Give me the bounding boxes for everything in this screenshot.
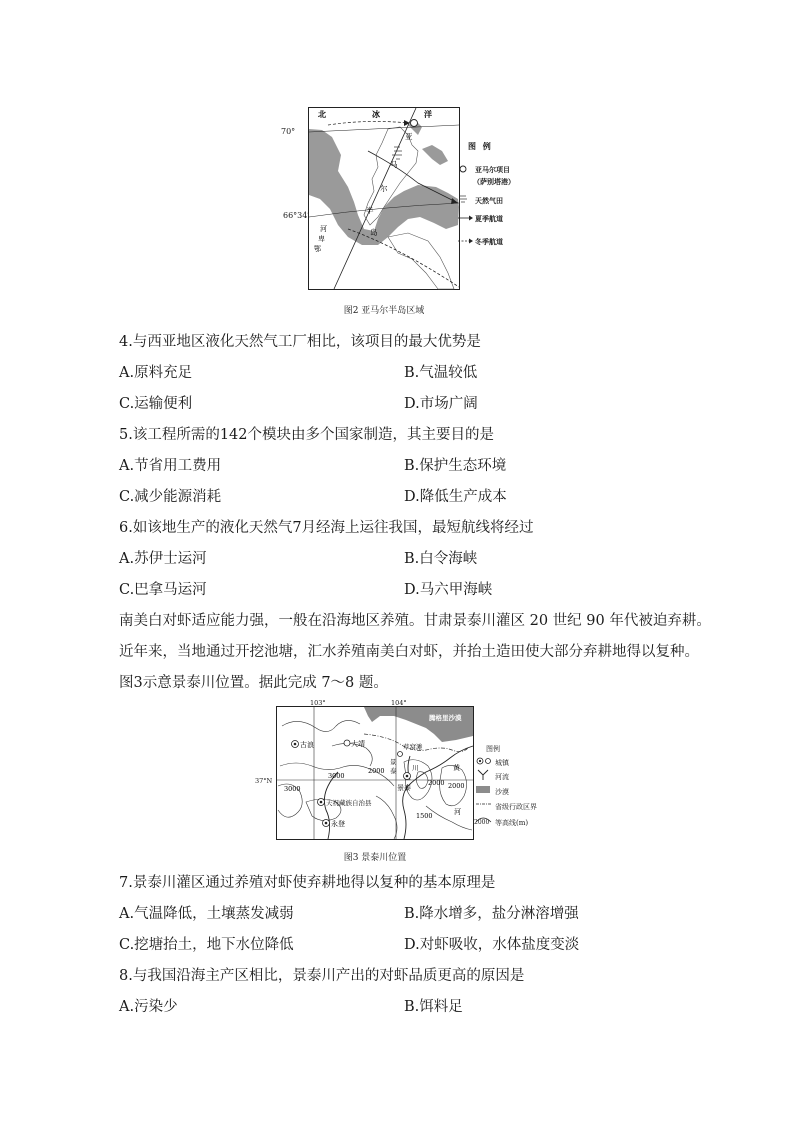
label-ma: 马 bbox=[390, 160, 398, 169]
q8-option-a[interactable]: A.污染少 bbox=[119, 999, 178, 1015]
yamal-peninsula-map bbox=[308, 107, 460, 290]
town-caowotan bbox=[398, 752, 403, 757]
legend-contour: 等高线(m) bbox=[495, 819, 529, 827]
label-lat37: 37°N bbox=[255, 777, 273, 785]
label-jing: 景 bbox=[390, 758, 397, 766]
legend-port: （萨别塔港） bbox=[473, 177, 515, 186]
label-desert: 腾格里沙漠 bbox=[429, 714, 462, 722]
q4-option-b[interactable]: B.气温较低 bbox=[404, 365, 478, 381]
label-lon103: 103° bbox=[310, 699, 326, 707]
legend-gas-field: 天然气田 bbox=[475, 196, 503, 205]
label-tai: 泰 bbox=[390, 767, 397, 775]
q4-option-c[interactable]: C.运输便利 bbox=[119, 396, 193, 412]
figure3-caption: 图3 景泰川位置 bbox=[343, 853, 407, 863]
jingtaichuan-location-map bbox=[276, 706, 474, 840]
town-jingtai bbox=[404, 773, 411, 780]
q7-option-d[interactable]: D.对虾吸收，水体盐度变淡 bbox=[404, 937, 580, 953]
label-contour-1500: 1500 bbox=[416, 812, 433, 820]
town-symbol-icon bbox=[477, 758, 491, 764]
label-contour-2000b: 2000 bbox=[428, 779, 445, 787]
label-dao: 岛 bbox=[370, 228, 378, 237]
question-4-stem: 4.与西亚地区液化天然气工厂相比，该项目的最大优势是 bbox=[119, 334, 481, 350]
q5-option-b[interactable]: B.保护生态环境 bbox=[404, 458, 507, 474]
q5-option-d[interactable]: D.降低生产成本 bbox=[404, 489, 507, 505]
label-north: 北 bbox=[318, 109, 326, 119]
label-ocean: 洋 bbox=[424, 109, 432, 119]
passage-line-2: 近年来，当地通过开挖池塘，汇水养殖南美白对虾，并抬土造田使大部分弃耕地得以复种。 bbox=[119, 644, 699, 660]
legend-desert: 沙漠 bbox=[495, 788, 509, 796]
river-symbol-icon bbox=[478, 770, 488, 780]
label-lon104: 104° bbox=[391, 699, 407, 707]
q7-option-c[interactable]: C.挖塘抬土，地下水位降低 bbox=[119, 937, 294, 953]
q6-option-b[interactable]: B.白令海峡 bbox=[404, 551, 478, 567]
q7-option-a[interactable]: A.气温降低，土壤蒸发减弱 bbox=[119, 906, 294, 922]
label-caowotan: 草窝滩 bbox=[403, 743, 423, 751]
question-5-stem: 5.该工程所需的142个模块由多个国家制造，其主要目的是 bbox=[119, 427, 495, 443]
q6-option-a[interactable]: A.苏伊士运河 bbox=[119, 551, 207, 567]
town-gulang bbox=[292, 741, 299, 748]
passage-line-3: 图3示意景泰川位置。据此完成 7～8 题。 bbox=[119, 675, 388, 691]
legend-project: 亚马尔项目 bbox=[475, 165, 510, 174]
town-daqing bbox=[344, 740, 350, 746]
question-8-stem: 8.与我国沿海主产区相比，景泰川产出的对虾品质更高的原因是 bbox=[119, 968, 525, 984]
q4-option-a[interactable]: A.原料充足 bbox=[119, 365, 193, 381]
q6-option-c[interactable]: C.巴拿马运河 bbox=[119, 582, 207, 598]
q5-option-c[interactable]: C.减少能源消耗 bbox=[119, 489, 222, 505]
label-gulang: 古浪 bbox=[300, 741, 314, 749]
legend-town: 城镇 bbox=[495, 759, 509, 767]
figure2-caption: 图2 亚马尔半岛区域 bbox=[343, 306, 425, 316]
desert-swatch-icon bbox=[476, 786, 490, 793]
town-tianzhu bbox=[318, 799, 325, 806]
label-e: 鄂 bbox=[314, 245, 321, 253]
label-contour-3000b: 3000 bbox=[284, 785, 301, 793]
passage-line-1: 南美白对虾适应能力强，一般在沿海地区养殖。甘肃景泰川灌区 20 世纪 90 年代被迫弃耕。 bbox=[119, 613, 711, 629]
label-ya: 亚 bbox=[405, 132, 413, 141]
question-7-stem: 7.景泰川灌区通过养殖对虾使弃耕地得以复种的基本原理是 bbox=[119, 875, 496, 891]
solid-arrow-icon bbox=[458, 216, 473, 221]
label-tianzhu: 天祝藏族自治县 bbox=[326, 799, 372, 807]
label-ban: 半 bbox=[366, 206, 374, 215]
sabetta-port-marker bbox=[411, 120, 418, 127]
legend-contour-value: 2000 bbox=[474, 819, 490, 826]
figure2-legend-title: 图 例 bbox=[468, 141, 493, 151]
label-he: 河 bbox=[320, 225, 327, 233]
circle-marker-icon bbox=[460, 166, 466, 172]
label-jingtai: 景泰 bbox=[397, 784, 411, 792]
figure3-legend-title: 图例 bbox=[486, 745, 500, 753]
label-lat6634: 66°34′ bbox=[283, 211, 310, 220]
question-6-stem: 6.如该地生产的液化天然气7月经海上运往我国，最短航线将经过 bbox=[119, 520, 534, 536]
label-chuan: 川 bbox=[412, 764, 419, 772]
gas-field-legend-icon bbox=[459, 196, 467, 202]
q8-option-b[interactable]: B.饵料足 bbox=[404, 999, 463, 1015]
q5-option-a[interactable]: A.节省用工费用 bbox=[119, 458, 222, 474]
legend-river: 河流 bbox=[495, 773, 509, 781]
legend-boundary: 省级行政区界 bbox=[495, 803, 537, 811]
label-daqing: 大靖 bbox=[351, 740, 365, 748]
label-bei: 卑 bbox=[318, 235, 325, 243]
label-contour-2000a: 2000 bbox=[368, 767, 385, 775]
label-lat70: 70° bbox=[281, 127, 296, 136]
legend-winter-route: 冬季航道 bbox=[475, 237, 503, 246]
label-he3: 河 bbox=[454, 808, 461, 816]
town-yongdeng bbox=[323, 820, 330, 827]
q7-option-b[interactable]: B.降水增多，盐分淋溶增强 bbox=[404, 906, 579, 922]
label-contour-3000a: 3000 bbox=[328, 772, 345, 780]
q6-option-d[interactable]: D.马六甲海峡 bbox=[404, 582, 493, 598]
dashed-arrow-icon bbox=[458, 239, 473, 244]
label-huang: 黄 bbox=[453, 764, 460, 772]
label-yongdeng: 永登 bbox=[331, 820, 345, 828]
label-ice: 冰 bbox=[372, 109, 380, 119]
q4-option-d[interactable]: D.市场广阔 bbox=[404, 396, 478, 412]
legend-summer-route: 夏季航道 bbox=[475, 214, 503, 223]
label-er: 尔 bbox=[380, 184, 388, 193]
label-contour-2000c: 2000 bbox=[448, 782, 465, 790]
